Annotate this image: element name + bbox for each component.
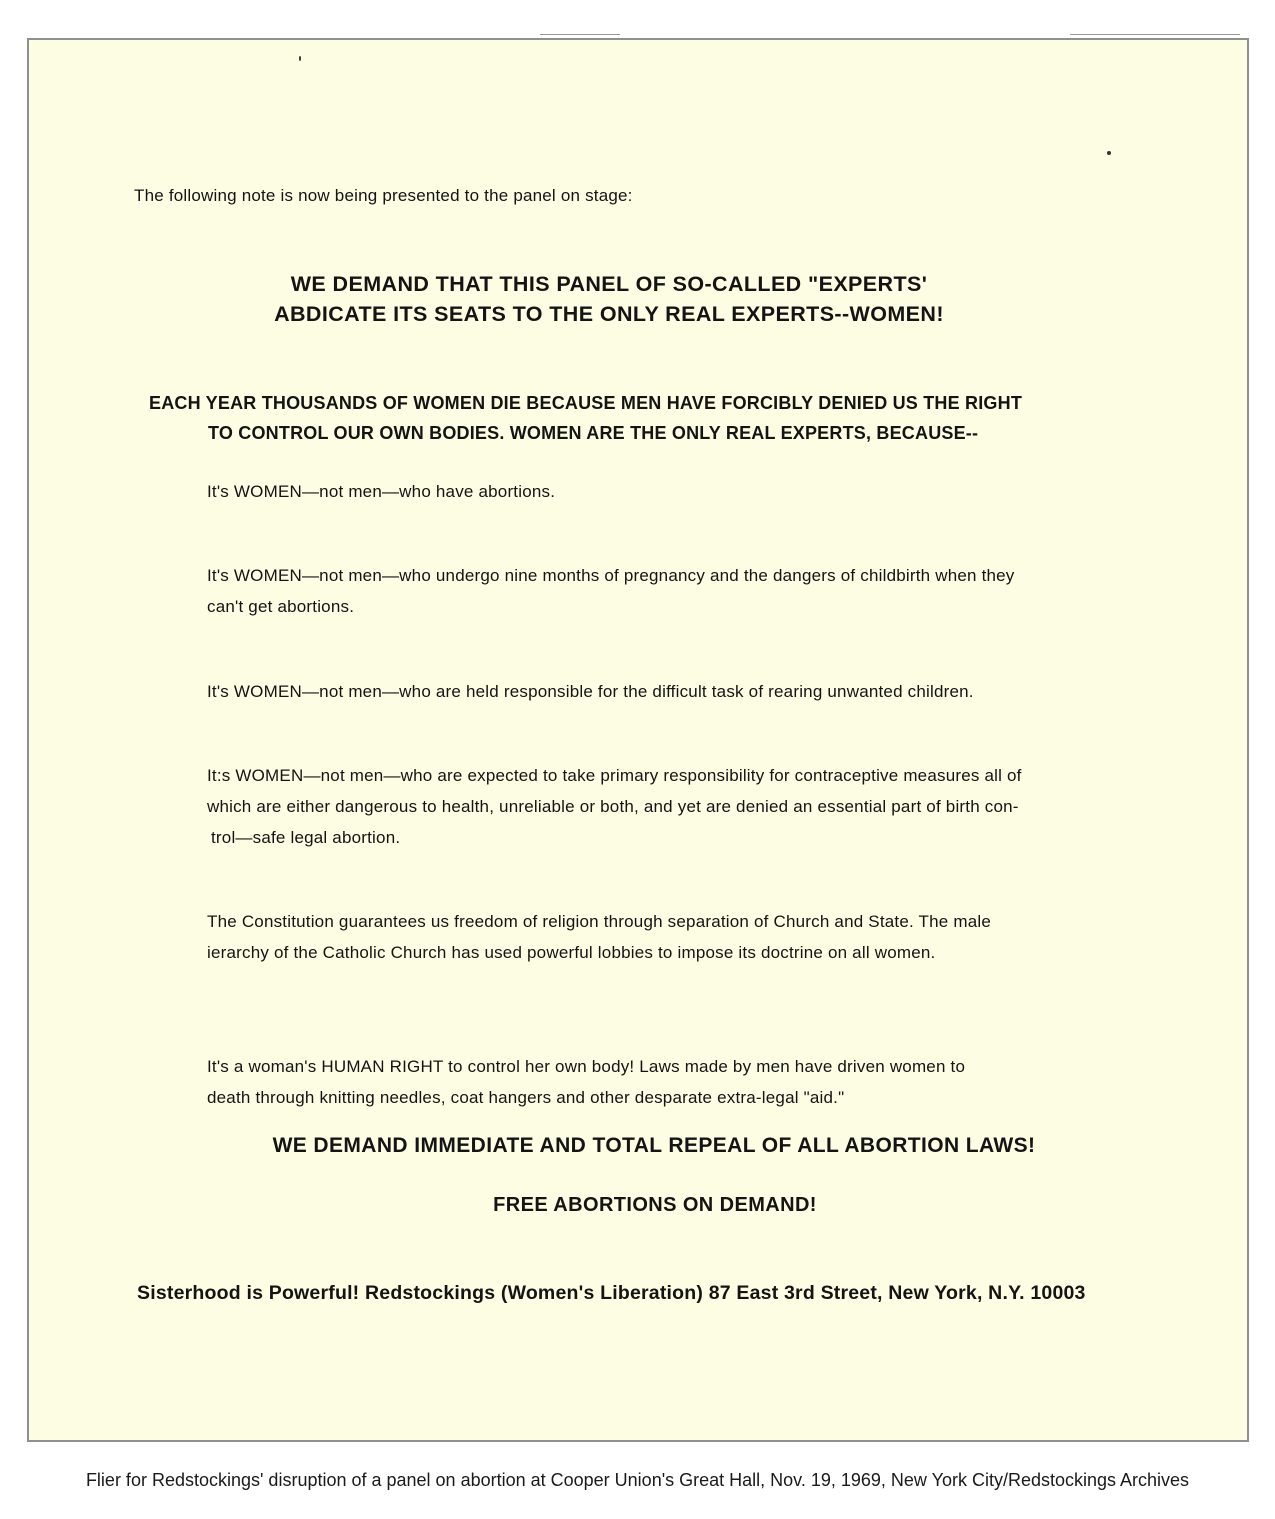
intro-text: The following note is now being presented to the panel on stage: bbox=[134, 186, 633, 205]
expert-demand-heading bbox=[29, 269, 1189, 329]
paragraph-line: can't get abortions. bbox=[207, 597, 355, 616]
reason-paragraph bbox=[207, 760, 1022, 853]
reason-paragraph bbox=[207, 476, 555, 507]
paragraph-line: It's WOMEN—not men—who are held responsible for the difficult task of rearing unwanted children. bbox=[207, 682, 974, 701]
paragraph-line: It's WOMEN—not men—who have abortions. bbox=[207, 482, 556, 501]
each-year-statement bbox=[149, 388, 1022, 448]
flier-sheet bbox=[27, 38, 1249, 1442]
paragraph-line: which are either dangerous to health, unreliable or both, and yet are denied an essential part of birth con- bbox=[207, 797, 1019, 816]
archive-caption: Flier for Redstockings' disruption of a panel on abortion at Cooper Union's Great Hall, Nov. 19, 1969, New York City/Redstockings Archives bbox=[85, 1470, 1190, 1490]
reason-paragraph bbox=[207, 1051, 965, 1113]
paragraph-line: It:s WOMEN—not men—who are expected to take primary responsibility for contraceptive measures all of bbox=[207, 766, 1022, 785]
paragraph-line: It's WOMEN—not men—who undergo nine months of pregnancy and the dangers of childbirth when they bbox=[207, 566, 1015, 585]
paragraph-line: ierarchy of the Catholic Church has used powerful lobbies to impose its doctrine on all women. bbox=[207, 943, 936, 962]
statement-line: TO CONTROL OUR OWN BODIES. WOMEN ARE THE ONLY REAL EXPERTS, BECAUSE-- bbox=[208, 423, 979, 443]
paragraph-line: trol—safe legal abortion. bbox=[211, 828, 401, 847]
free-abortions-demand: FREE ABORTIONS ON DEMAND! bbox=[493, 1194, 817, 1216]
reason-paragraph bbox=[207, 560, 1015, 622]
statement-line: EACH YEAR THOUSANDS OF WOMEN DIE BECAUSE MEN HAVE FORCIBLY DENIED US THE RIGHT bbox=[149, 393, 1023, 413]
edge-scan-mark bbox=[540, 34, 620, 35]
heading-line: WE DEMAND THAT THIS PANEL OF SO-CALLED "EXPERTS' bbox=[290, 272, 928, 296]
reason-paragraph bbox=[207, 676, 974, 707]
paragraph-line: death through knitting needles, coat hangers and other desparate extra-legal "aid." bbox=[207, 1088, 845, 1107]
edge-scan-mark bbox=[1070, 34, 1240, 35]
ink-speck bbox=[1107, 151, 1111, 155]
paragraph-line: The Constitution guarantees us freedom of religion through separation of Church and State. The male bbox=[207, 912, 992, 931]
heading-line: ABDICATE ITS SEATS TO THE ONLY REAL EXPERTS--WOMEN! bbox=[274, 302, 944, 326]
reason-paragraph bbox=[207, 906, 991, 968]
paragraph-line: It's a woman's HUMAN RIGHT to control her own body! Laws made by men have driven women to bbox=[207, 1057, 966, 1076]
repeal-demand: WE DEMAND IMMEDIATE AND TOTAL REPEAL OF ALL ABORTION LAWS! bbox=[272, 1134, 1036, 1157]
ink-speck bbox=[299, 56, 301, 61]
signature-line: Sisterhood is Powerful! Redstockings (Women's Liberation) 87 East 3rd Street, New York, N.Y. 10003 bbox=[137, 1282, 1086, 1304]
